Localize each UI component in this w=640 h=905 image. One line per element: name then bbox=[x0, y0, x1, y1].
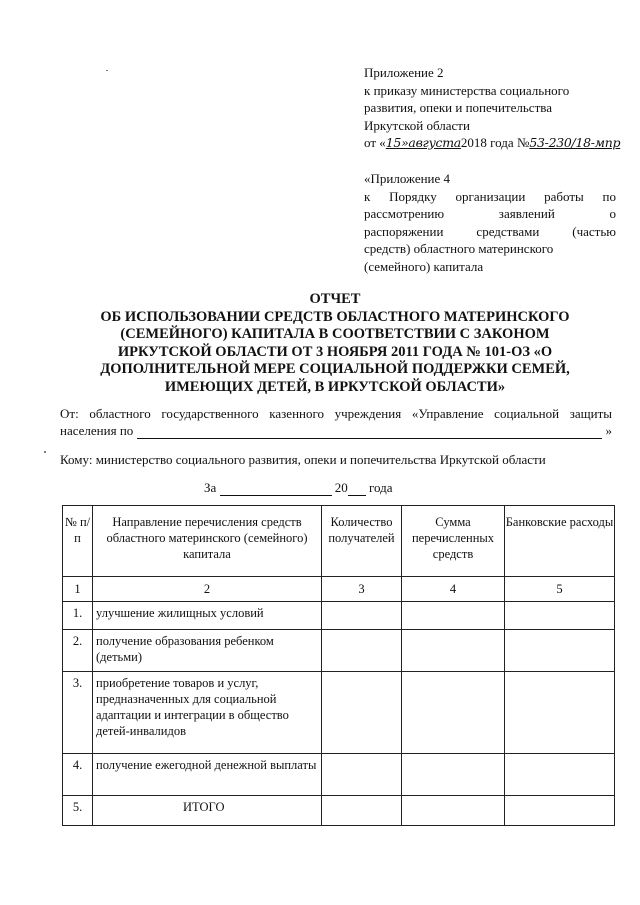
period-field[interactable] bbox=[220, 483, 332, 496]
recipients-cell[interactable] bbox=[322, 672, 402, 754]
title-line: ОБ ИСПОЛЬЗОВАНИИ СРЕДСТВ ОБЛАСТНОГО МАТЕРИНСКОГО bbox=[100, 308, 570, 325]
column-number: 2 bbox=[93, 577, 322, 602]
appendix2-line: «Приложение 4 bbox=[364, 171, 451, 186]
bank-fees-cell[interactable] bbox=[505, 602, 615, 630]
row-direction: ИТОГО bbox=[93, 796, 322, 826]
report-title bbox=[40, 291, 630, 396]
amount-cell[interactable] bbox=[402, 672, 505, 754]
column-number: 4 bbox=[402, 577, 505, 602]
header-cell: № п/п bbox=[63, 506, 93, 577]
appendix2-line: средств) областного материнского bbox=[364, 241, 554, 256]
title-line: ИРКУТСКОЙ ОБЛАСТИ ОТ 3 НОЯБРЯ 2011 ГОДА № 101-ОЗ «О bbox=[117, 343, 553, 360]
row-direction: приобретение товаров и услуг, предназначенных для социальной адаптации и интеграции в общество детей-инвалидов bbox=[93, 672, 322, 754]
handwritten-date: 15»августа bbox=[385, 135, 461, 150]
row-number: 3. bbox=[63, 672, 93, 754]
appendix-line: к приказу министерства социального bbox=[364, 82, 570, 98]
table-row bbox=[63, 672, 615, 754]
appendix2-line: (семейного) капитала bbox=[364, 258, 484, 274]
amount-cell[interactable] bbox=[402, 754, 505, 796]
table-row bbox=[63, 602, 615, 630]
appendix-line: развития, опеки и попечительства bbox=[364, 100, 552, 115]
table-row bbox=[63, 630, 615, 672]
column-number: 5 bbox=[505, 577, 615, 602]
period-century: 20 bbox=[334, 480, 348, 495]
year-text: 2018 года № bbox=[460, 135, 530, 150]
row-direction: получение образования ребенком (детьми) bbox=[93, 630, 322, 672]
row-number: 4. bbox=[63, 754, 93, 796]
amount-cell[interactable] bbox=[402, 796, 505, 826]
recipients-cell[interactable] bbox=[322, 630, 402, 672]
recipient-line: Кому: министерство социального развития, опеки и попечительства Иркутской области bbox=[60, 452, 546, 467]
title-line: ОТЧЕТ bbox=[309, 291, 361, 307]
period-suffix: года bbox=[369, 480, 393, 495]
appendix-date-line bbox=[364, 134, 624, 152]
table-row bbox=[63, 754, 615, 796]
row-number: 5. bbox=[63, 796, 93, 826]
column-number: 1 bbox=[63, 577, 93, 602]
column-number-row bbox=[63, 577, 615, 602]
report-table bbox=[62, 505, 615, 826]
table-header-row bbox=[63, 506, 615, 577]
appendix-line: Иркутской области bbox=[364, 117, 470, 133]
recipients-cell[interactable] bbox=[322, 602, 402, 630]
appendix2-line: рассмотрению заявлений о bbox=[364, 206, 616, 221]
header-cell: Количество получателей bbox=[322, 506, 402, 577]
table-row-total bbox=[63, 796, 615, 826]
bank-fees-cell[interactable] bbox=[505, 796, 615, 826]
bank-fees-cell[interactable] bbox=[505, 754, 615, 796]
sender-line: От: областного государственного казенного учреждения «Управление социальной защиты bbox=[60, 406, 612, 421]
title-line: ДОПОЛНИТЕЛЬНОЙ МЕРЕ СОЦИАЛЬНОЙ ПОДДЕРЖКИ СЕМЕЙ, bbox=[100, 361, 570, 377]
appendix-line: Приложение 2 bbox=[364, 65, 444, 80]
bank-fees-cell[interactable] bbox=[505, 630, 615, 672]
title-line: ИМЕЮЩИХ ДЕТЕЙ, В ИРКУТСКОЙ ОБЛАСТИ» bbox=[164, 378, 506, 395]
amount-cell[interactable] bbox=[402, 630, 505, 672]
amount-cell[interactable] bbox=[402, 602, 505, 630]
bank-fees-cell[interactable] bbox=[505, 672, 615, 754]
column-number: 3 bbox=[322, 577, 402, 602]
period-line bbox=[204, 480, 393, 496]
date-prefix: от « bbox=[364, 135, 386, 150]
appendix-4-header bbox=[364, 170, 616, 275]
sender-line-2 bbox=[60, 422, 612, 439]
row-number: 1. bbox=[63, 602, 93, 630]
header-cell: Сумма перечисленных средств bbox=[402, 506, 505, 577]
sender-prefix: населения по bbox=[60, 423, 134, 438]
scan-speck bbox=[106, 70, 108, 71]
period-prefix: За bbox=[204, 480, 217, 495]
appendix-header bbox=[364, 64, 624, 152]
scan-speck bbox=[44, 451, 46, 453]
row-number: 2. bbox=[63, 630, 93, 672]
sender-name-field[interactable] bbox=[137, 425, 601, 439]
header-cell: Банковские расходы bbox=[505, 506, 615, 577]
title-line: (СЕМЕЙНОГО) КАПИТАЛА В СООТВЕТСТВИИ С ЗАКОНОМ bbox=[120, 326, 550, 342]
period-year-field[interactable] bbox=[348, 483, 366, 496]
header-cell: Направление перечисления средств областного материнского (семейного) капитала bbox=[93, 506, 322, 577]
sender-suffix: » bbox=[605, 423, 612, 438]
sender-block bbox=[60, 405, 612, 439]
appendix2-line: распоряжении средствами (частью bbox=[364, 223, 616, 239]
handwritten-order-number: 53-230/18-мпр bbox=[529, 135, 621, 150]
row-direction: улучшение жилищных условий bbox=[93, 602, 322, 630]
recipients-cell[interactable] bbox=[322, 796, 402, 826]
row-direction: получение ежегодной денежной выплаты bbox=[93, 754, 322, 796]
appendix2-line: к Порядку организации работы по bbox=[364, 188, 616, 204]
recipients-cell[interactable] bbox=[322, 754, 402, 796]
